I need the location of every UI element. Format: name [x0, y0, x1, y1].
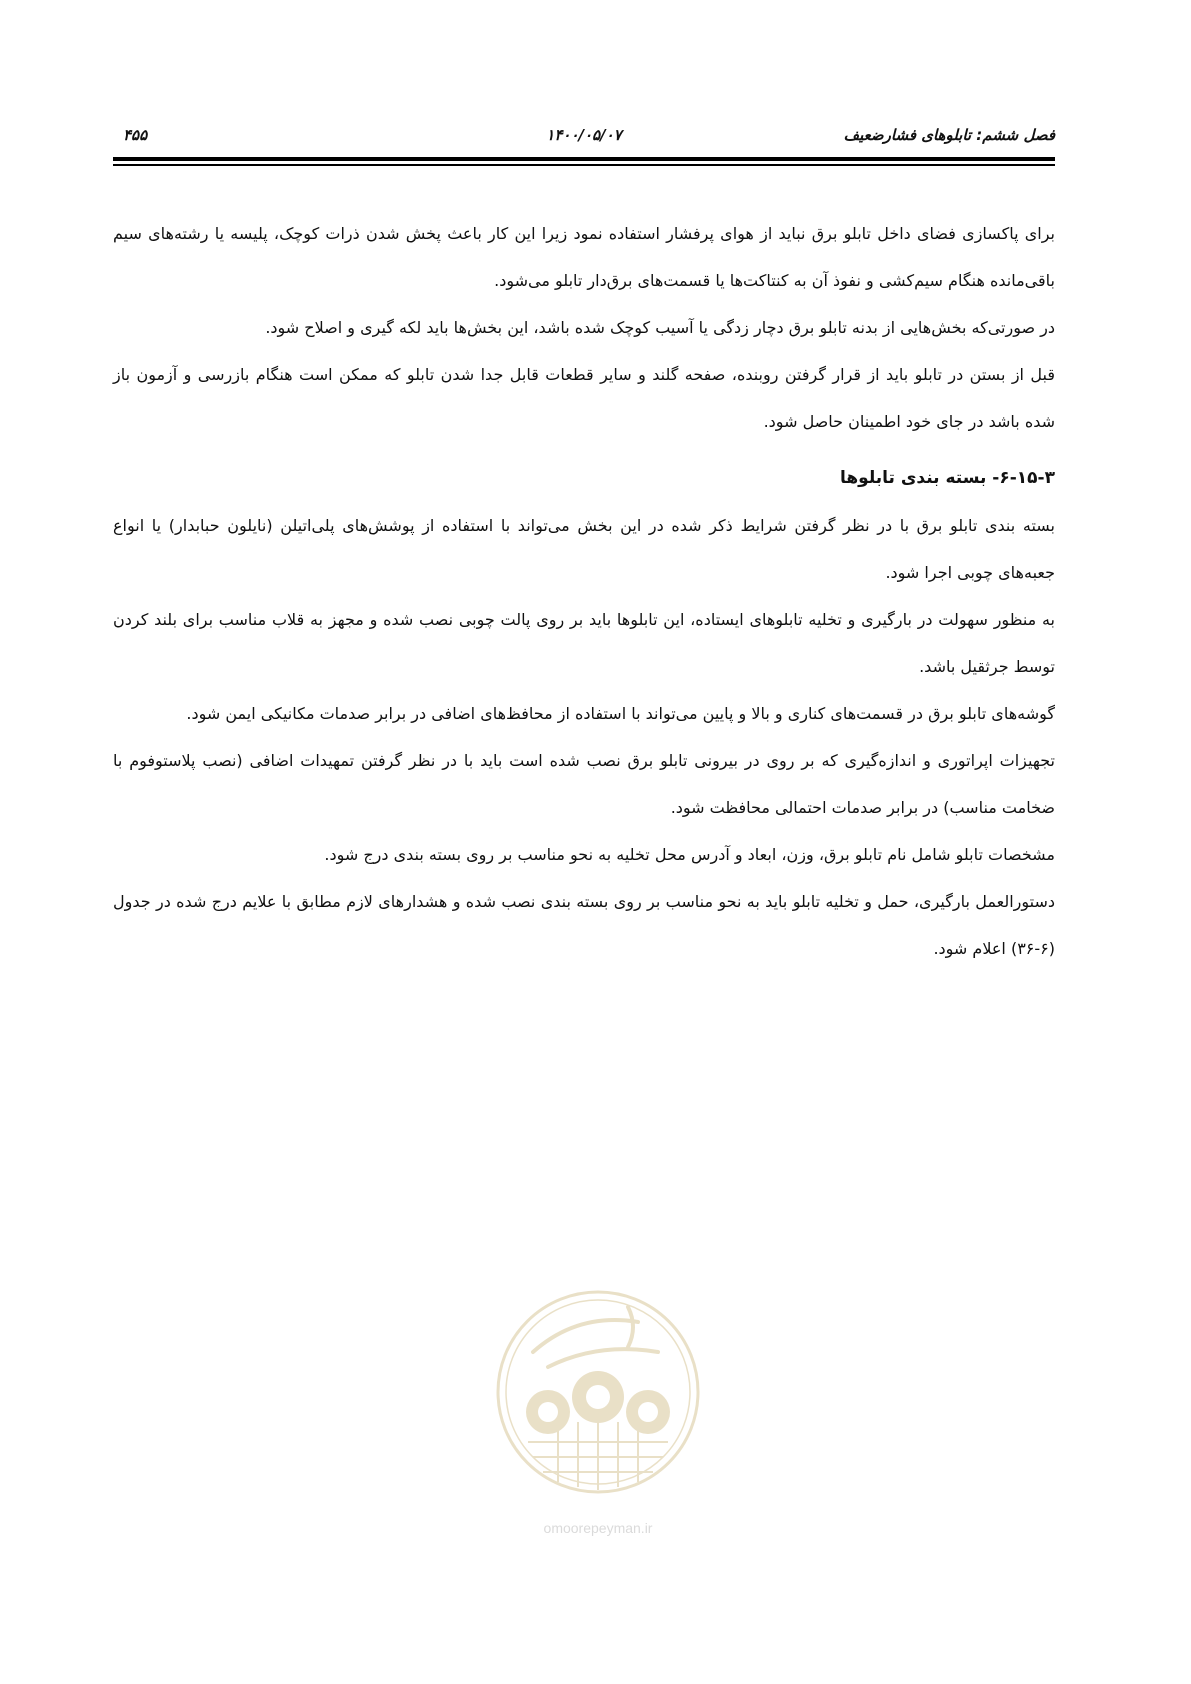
- paragraph: قبل از بستن در تابلو باید از قرار گرفتن روبنده، صفحه گلند و سایر قطعات قابل جدا شدن تابلو که ممکن است هنگام بازرسی و آزمون باز شده باشد در جای خود اطمینان حاصل شود.: [113, 365, 1055, 431]
- chapter-title: فصل ششم: تابلوهای فشارضعیف: [843, 126, 1055, 144]
- section-heading: ۶-۱۵-۳- بسته بندی تابلوها: [839, 468, 1055, 488]
- paragraph: دستورالعمل بارگیری، حمل و تخلیه تابلو باید به نحو مناسب بر روی بسته بندی نصب شده و هشدارهای لازم مطابق با علایم درج شده در جدول (۶-۳۶) اعلام شود.: [113, 892, 1055, 958]
- watermark-logo: [488, 1272, 708, 1542]
- watermark-url: omoorepeyman.ir: [543, 1520, 653, 1536]
- paragraph: برای پاکسازی فضای داخل تابلو برق نباید از هوای پرفشار استفاده نمود زیرا این کار باعث پخش شدن ذرات کوچک، پلیسه یا رشته‌های سیم باقی‌مانده هنگام سیم‌کشی و نفوذ آن به کنتاکت‌ها یا قسمت‌های برق‌دار تابلو می‌شود.: [113, 224, 1055, 290]
- page-number: ۴۵۵: [123, 126, 148, 144]
- paragraph: بسته بندی تابلو برق با در نظر گرفتن شرایط ذکر شده در این بخش می‌تواند با استفاده از پوشش‌های پلی‌اتیلن (نایلون حبابدار) یا انواع جعبه‌های چوبی اجرا شود.: [113, 516, 1055, 582]
- header-rule-thin: [113, 164, 1055, 166]
- paragraph: به منظور سهولت در بارگیری و تخلیه تابلوهای ایستاده، این تابلوها باید بر روی پالت چوبی نصب شده و مجهز به قلاب مناسب برای بلند کردن توسط جرثقیل باشد.: [113, 610, 1055, 676]
- paragraph: گوشه‌های تابلو برق در قسمت‌های کناری و بالا و پایین می‌تواند با استفاده از محافظ‌های اضافی در برابر صدمات مکانیکی ایمن شود.: [186, 704, 1055, 723]
- page-header: [113, 122, 1055, 152]
- header-rule-thick: [113, 157, 1055, 161]
- body-content: [113, 210, 1055, 972]
- header-date: ۱۴۰۰/۰۵/۰۷: [546, 126, 622, 144]
- paragraph: تجهیزات اپراتوری و اندازه‌گیری که بر روی در بیرونی تابلو برق نصب شده است باید با در نظر گرفتن تمهیدات اضافی (نصب پلاستوفوم با ضخامت مناسب) در برابر صدمات احتمالی محافظت شود.: [113, 751, 1055, 817]
- paragraph: در صورتی‌که بخش‌هایی از بدنه تابلو برق دچار زدگی یا آسیب کوچک شده باشد، این بخش‌ها باید لکه گیری و اصلاح شود.: [265, 318, 1055, 337]
- watermark-emblem-icon: [488, 1272, 708, 1512]
- paragraph: مشخصات تابلو شامل نام تابلو برق، وزن، ابعاد و آدرس محل تخلیه به نحو مناسب بر روی بسته بندی درج شود.: [324, 845, 1055, 864]
